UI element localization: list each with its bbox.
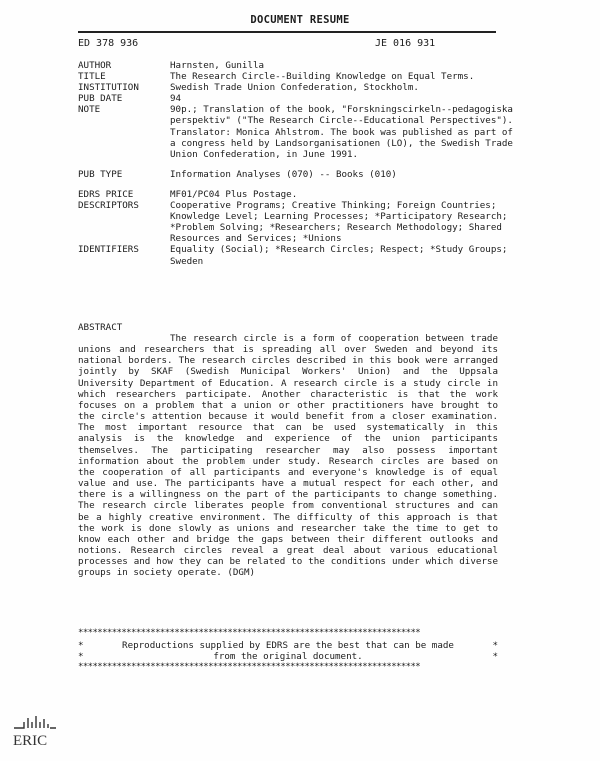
field-label: AUTHOR <box>78 60 112 71</box>
logo-mark <box>14 716 56 728</box>
footer-star-rule-bottom: *********************************************************************** <box>78 662 421 672</box>
field-value: MF01/PC04 Plus Postage. <box>170 188 298 200</box>
field-label: PUB DATE <box>78 93 123 105</box>
notice-line-1 <box>78 640 498 651</box>
document-title: DOCUMENT RESUME <box>250 14 350 26</box>
field-pub-type <box>78 169 518 180</box>
field-value: Cooperative Programs; Creative Thinking; Foreign Countries; Knowledge Level; Learning Processes; *Participatory Research; *Problem Solving; *Researchers; Research Methodology; Shared Resources and Services; *Unions <box>170 200 508 245</box>
je-number: JE 016 931 <box>375 38 436 49</box>
field-value: Equality (Social); *Research Circles; Respect; *Study Groups; Sweden <box>170 244 508 267</box>
field-label: PUB TYPE <box>78 168 123 180</box>
field-descriptors <box>78 200 518 244</box>
logo-text: ERIC <box>13 733 48 749</box>
field-title <box>78 71 518 82</box>
field-label: IDENTIFIERS <box>78 244 139 256</box>
field-value: 90p.; Translation of the book, "Forskningscirkeln--pedagogiska perspektiv" ("The Research Circle--Educational Perspectives"). Translator: Monica Ahlstrom. The book was published as part of a congress held by Landsorganisationen (LO), the Swedish Trade Union Confederation, in June 1991. <box>170 104 513 160</box>
field-value: Harnsten, Gunilla <box>170 60 265 71</box>
notice-text-1: Reproductions supplied by EDRS are the best that can be made <box>122 640 454 651</box>
field-label: INSTITUTION <box>78 82 139 94</box>
field-identifiers <box>78 244 518 266</box>
notice-star-left: * <box>78 640 84 651</box>
notice-text-2: from the original document. <box>213 651 363 662</box>
field-edrs-price <box>78 189 518 200</box>
field-value: Swedish Trade Union Confederation, Stockholm. <box>170 82 419 94</box>
field-value: Information Analyses (070) -- Books (010) <box>170 168 397 180</box>
field-value: 94 <box>170 93 182 105</box>
title-divider <box>78 31 496 33</box>
abstract-heading: ABSTRACT <box>78 322 123 333</box>
notice-star-left: * <box>78 651 84 662</box>
eric-logo <box>10 712 58 752</box>
field-label: NOTE <box>78 104 101 116</box>
field-value: The Research Circle--Building Knowledge on Equal Terms. <box>170 71 475 83</box>
abstract-body <box>78 333 498 578</box>
field-label: TITLE <box>78 71 106 83</box>
field-pub-date <box>78 93 518 104</box>
footer-star-rule-top: *********************************************************************** <box>78 628 421 638</box>
ed-number: ED 378 936 <box>78 38 139 49</box>
field-note <box>78 104 518 159</box>
field-author <box>78 60 518 71</box>
notice-star-right: * <box>492 651 498 662</box>
field-label: DESCRIPTORS <box>78 200 139 212</box>
abstract-text: The research circle is a form of cooperation between trade unions and researchers that is spreading all over Sweden and beyond its national borders. The research circles described in this book were arranged jointly by SKAF (Swedish Municipal Workers' Union) and the Uppsala University Department of Education. A research circle is a study circle in which researchers participate. Another characteristic is that the work focuses on a problem that a union or other practitioners have brought to the circle's attention because it would benefit from a closer examination. The most important resource that can be used systematically in this analysis is the knowledge and experience of the union participants themselves. The participating researcher may also possess important information about the problem under study. Research circles are based on the cooperation of all participants and everyone's knowledge is of equal value and use. The participants have a mutual respect for each other, and there is a willingness on the part of the participants to change something. The research circle liberates people from conventional structures and can be a highly creative environment. The difficulty of this approach is that the work is done slowly as unions and researcher take the time to get to know each other and bridge the gaps between their different outlooks and notions. Research circles reveal a great deal about various educational processes and how they can be related to the conditions under which diverse groups in society operate. (DGM) <box>78 333 498 579</box>
field-label: EDRS PRICE <box>78 188 134 200</box>
reproduction-notice <box>78 640 498 662</box>
metadata-fields <box>78 60 518 267</box>
field-institution <box>78 82 518 93</box>
notice-star-right: * <box>492 640 498 651</box>
notice-line-2 <box>78 651 498 662</box>
